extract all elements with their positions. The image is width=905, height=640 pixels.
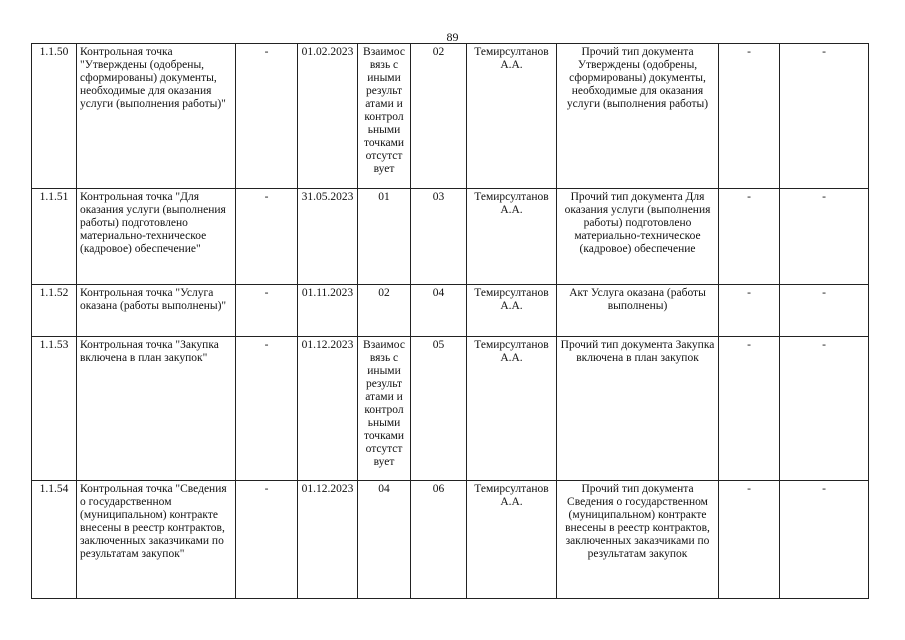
row-number: 1.1.53	[32, 337, 77, 481]
responsible-person: Темирсултанов А.А.	[467, 481, 557, 599]
control-points-table	[31, 43, 869, 599]
document-type: Прочий тип документа Сведения о государственном (муниципальном) контракте внесены в реестр контрактов, заключенных заказчиками по результатам закупок	[557, 481, 719, 599]
row-number: 1.1.54	[32, 481, 77, 599]
code-cell: 03	[411, 189, 467, 285]
relation-cell: 02	[358, 285, 411, 337]
base-value-cell: -	[236, 285, 298, 337]
base-value-cell: -	[236, 189, 298, 285]
extra-cell-1: -	[719, 44, 780, 189]
extra-cell-1: -	[719, 337, 780, 481]
relation-cell: Взаимос вязь с иными результ атами и контрол ьными точками отсутст вует	[358, 337, 411, 481]
due-date: 01.12.2023	[298, 337, 358, 481]
table-row	[32, 189, 869, 285]
extra-cell-2: -	[780, 285, 869, 337]
document-type: Прочий тип документа Утверждены (одобрены, сформированы) документы, необходимые для оказания услуги (выполнения работы)	[557, 44, 719, 189]
code-cell: 05	[411, 337, 467, 481]
extra-cell-1: -	[719, 285, 780, 337]
control-point-name: Контрольная точка "Для оказания услуги (выполнения работы) подготовлено материально-техническое (кадровое) обеспечение"	[77, 189, 236, 285]
responsible-person: Темирсултанов А.А.	[467, 189, 557, 285]
relation-cell: Взаимос вязь с иными результ атами и контрол ьными точками отсутст вует	[358, 44, 411, 189]
code-cell: 06	[411, 481, 467, 599]
page-number: 89	[446, 30, 459, 44]
due-date: 01.12.2023	[298, 481, 358, 599]
table-row	[32, 337, 869, 481]
extra-cell-1: -	[719, 481, 780, 599]
extra-cell-2: -	[780, 189, 869, 285]
control-point-name: Контрольная точка "Утверждены (одобрены, сформированы) документы, необходимые для оказания услуги (выполнения работы)"	[77, 44, 236, 189]
document-type: Акт Услуга оказана (работы выполнены)	[557, 285, 719, 337]
control-point-name: Контрольная точка "Услуга оказана (работы выполнены)"	[77, 285, 236, 337]
row-number: 1.1.51	[32, 189, 77, 285]
document-type: Прочий тип документа Для оказания услуги (выполнения работы) подготовлено материально-техническое (кадровое) обеспечение	[557, 189, 719, 285]
relation-cell: 04	[358, 481, 411, 599]
extra-cell-2: -	[780, 44, 869, 189]
due-date: 01.11.2023	[298, 285, 358, 337]
row-number: 1.1.52	[32, 285, 77, 337]
document-type: Прочий тип документа Закупка включена в план закупок	[557, 337, 719, 481]
base-value-cell: -	[236, 44, 298, 189]
extra-cell-1: -	[719, 189, 780, 285]
code-cell: 02	[411, 44, 467, 189]
due-date: 31.05.2023	[298, 189, 358, 285]
code-cell: 04	[411, 285, 467, 337]
relation-cell: 01	[358, 189, 411, 285]
table-row	[32, 285, 869, 337]
responsible-person: Темирсултанов А.А.	[467, 44, 557, 189]
extra-cell-2: -	[780, 481, 869, 599]
table-row	[32, 44, 869, 189]
responsible-person: Темирсултанов А.А.	[467, 337, 557, 481]
table-row	[32, 481, 869, 599]
control-point-name: Контрольная точка "Сведения о государственном (муниципальном) контракте внесены в реестр контрактов, заключенных заказчиками по результатам закупок"	[77, 481, 236, 599]
responsible-person: Темирсултанов А.А.	[467, 285, 557, 337]
row-number: 1.1.50	[32, 44, 77, 189]
base-value-cell: -	[236, 337, 298, 481]
extra-cell-2: -	[780, 337, 869, 481]
base-value-cell: -	[236, 481, 298, 599]
due-date: 01.02.2023	[298, 44, 358, 189]
control-point-name: Контрольная точка "Закупка включена в план закупок"	[77, 337, 236, 481]
